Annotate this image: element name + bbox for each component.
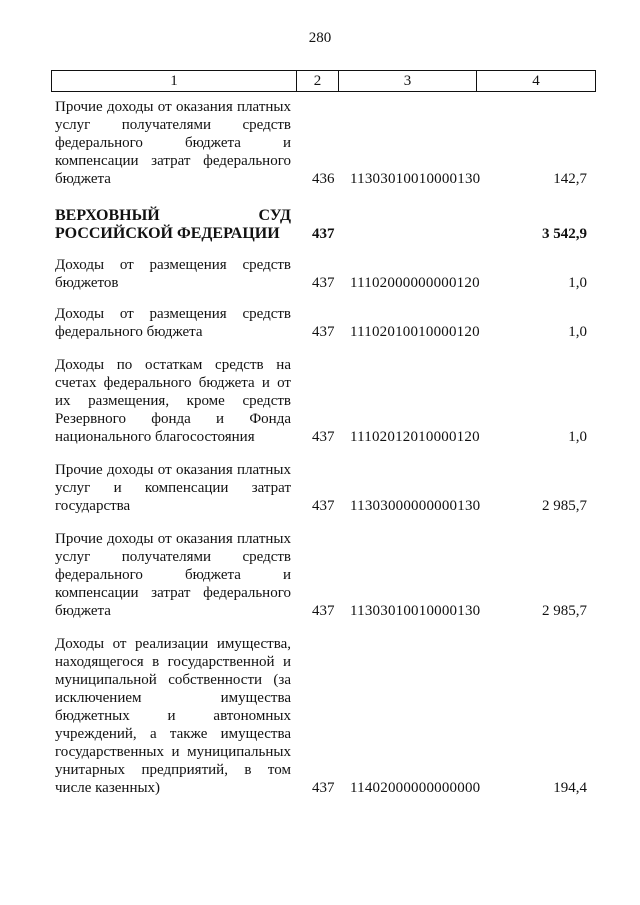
row-admin-code: 437	[312, 275, 335, 291]
row-sum: 2 985,7	[542, 498, 587, 514]
table-row	[55, 635, 590, 797]
table-row	[55, 305, 590, 341]
table-row	[55, 207, 590, 243]
row-admin-code: 437	[312, 429, 335, 445]
row-sum: 142,7	[553, 171, 587, 187]
row-sum: 3 542,9	[542, 226, 587, 242]
row-name: Прочие доходы от оказания платных услуг и компенсации затрат государства	[55, 462, 291, 514]
row-income-code: 11102000000000120	[350, 275, 480, 291]
table-header	[51, 70, 596, 92]
table-row	[55, 98, 590, 188]
row-name: Доходы от размещения средств бюджетов	[55, 257, 291, 291]
row-sum: 194,4	[553, 780, 587, 796]
row-name: Доходы от реализации имущества, находящегося в государственной и муниципальной собственности (за исключением имущества бюджетных и автономных учреждений, а также имущества государственных и муниципальных унитарных предприятий, в том числе казенных)	[55, 636, 291, 796]
row-admin-code: 437	[312, 498, 335, 514]
row-sum: 1,0	[568, 275, 587, 291]
row-name: Доходы по остаткам средств на счетах федерального бюджета и от их размещения, кроме средств Резервного фонда и Фонда национального благосостояния	[55, 357, 291, 445]
row-name: Доходы от размещения средств федерального бюджета	[55, 306, 291, 340]
page-number: 280	[308, 30, 332, 46]
row-income-code: 11303010010000130	[350, 603, 481, 619]
row-admin-code: 437	[312, 780, 335, 796]
row-income-code: 11303000000000130	[350, 498, 481, 514]
row-admin-code: 436	[312, 171, 335, 187]
row-sum: 1,0	[568, 324, 587, 340]
row-admin-code: 437	[312, 603, 335, 619]
row-sum: 2 985,7	[542, 603, 587, 619]
table-row	[55, 256, 590, 292]
row-name: Прочие доходы от оказания платных услуг получателями средств федерального бюджета и компенсации затрат федерального бюджета	[55, 99, 291, 187]
table-row	[55, 461, 590, 515]
row-name: ВЕРХОВНЫЙ СУД РОССИЙСКОЙ ФЕДЕРАЦИИ	[55, 207, 291, 242]
row-income-code: 11102012010000120	[350, 429, 480, 445]
table-row	[55, 530, 590, 620]
row-admin-code: 437	[312, 324, 335, 340]
row-income-code: 11303010010000130	[350, 171, 481, 187]
table-row	[55, 356, 590, 446]
header-col-3: 3	[339, 71, 477, 91]
row-name: Прочие доходы от оказания платных услуг получателями средств федерального бюджета и компенсации затрат федерального бюджета	[55, 531, 291, 619]
row-income-code: 11402000000000000	[350, 780, 481, 796]
table-body	[55, 98, 590, 797]
header-col-2: 2	[297, 71, 339, 91]
row-sum: 1,0	[568, 429, 587, 445]
row-admin-code: 437	[312, 226, 335, 242]
header-col-4: 4	[532, 72, 540, 89]
header-col-1: 1	[52, 71, 297, 91]
row-income-code: 11102010010000120	[350, 324, 480, 340]
